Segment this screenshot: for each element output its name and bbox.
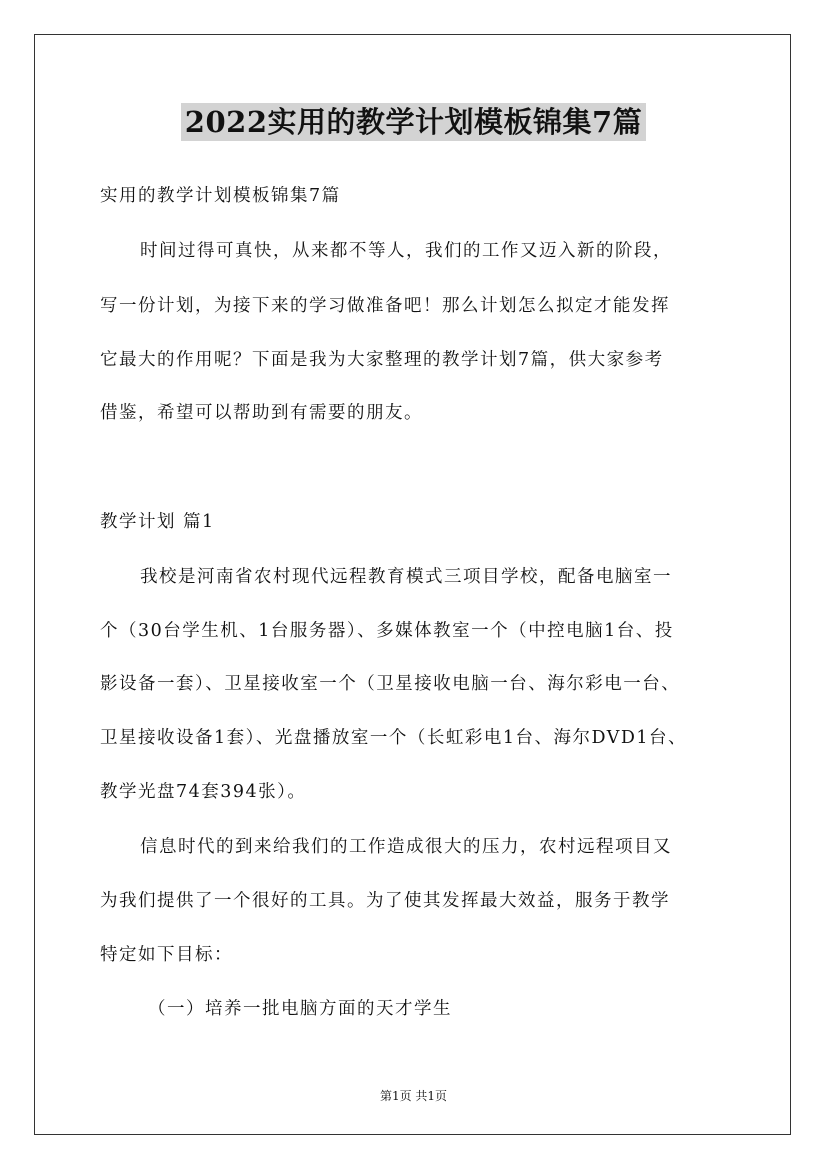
- paragraph-line: 影设备一套）、卫星接收室一个（卫星接收电脑一台、海尔彩电一台、: [100, 674, 681, 694]
- intro-line: 写一份计划，为接下来的学习做准备吧！那么计划怎么拟定才能发挥: [100, 296, 670, 316]
- list-item: （一）培养一批电脑方面的天才学生: [148, 999, 452, 1019]
- page-footer: 第1页 共1页: [379, 1089, 448, 1103]
- document-title: [0, 100, 827, 141]
- intro-line: 时间过得可真快，从来都不等人，我们的工作又迈入新的阶段，: [140, 241, 672, 261]
- intro-line: 它最大的作用呢？下面是我为大家整理的教学计划7篇，供大家参考: [100, 350, 664, 370]
- paragraph-line: 我校是河南省农村现代远程教育模式三项目学校，配备电脑室一: [140, 567, 672, 587]
- section-heading: 教学计划 篇1: [100, 512, 215, 532]
- paragraph-line: 特定如下目标：: [100, 945, 233, 965]
- paragraph-line: 卫星接收设备1套）、光盘播放室一个（长虹彩电1台、海尔DVD1台、: [100, 728, 688, 748]
- document-subtitle: 实用的教学计划模板锦集7篇: [100, 186, 341, 206]
- intro-line: 借鉴，希望可以帮助到有需要的朋友。: [100, 403, 423, 423]
- document-title-text: 2022实用的教学计划模板锦集7篇: [181, 103, 646, 141]
- paragraph-line: 个（30台学生机、1台服务器）、多媒体教室一个（中控电脑1台、投: [100, 621, 674, 641]
- paragraph-line: 教学光盘74套394张）。: [100, 782, 307, 802]
- paragraph-line: 信息时代的到来给我们的工作造成很大的压力，农村远程项目又: [140, 837, 672, 857]
- paragraph-line: 为我们提供了一个很好的工具。为了使其发挥最大效益，服务于教学: [100, 891, 670, 911]
